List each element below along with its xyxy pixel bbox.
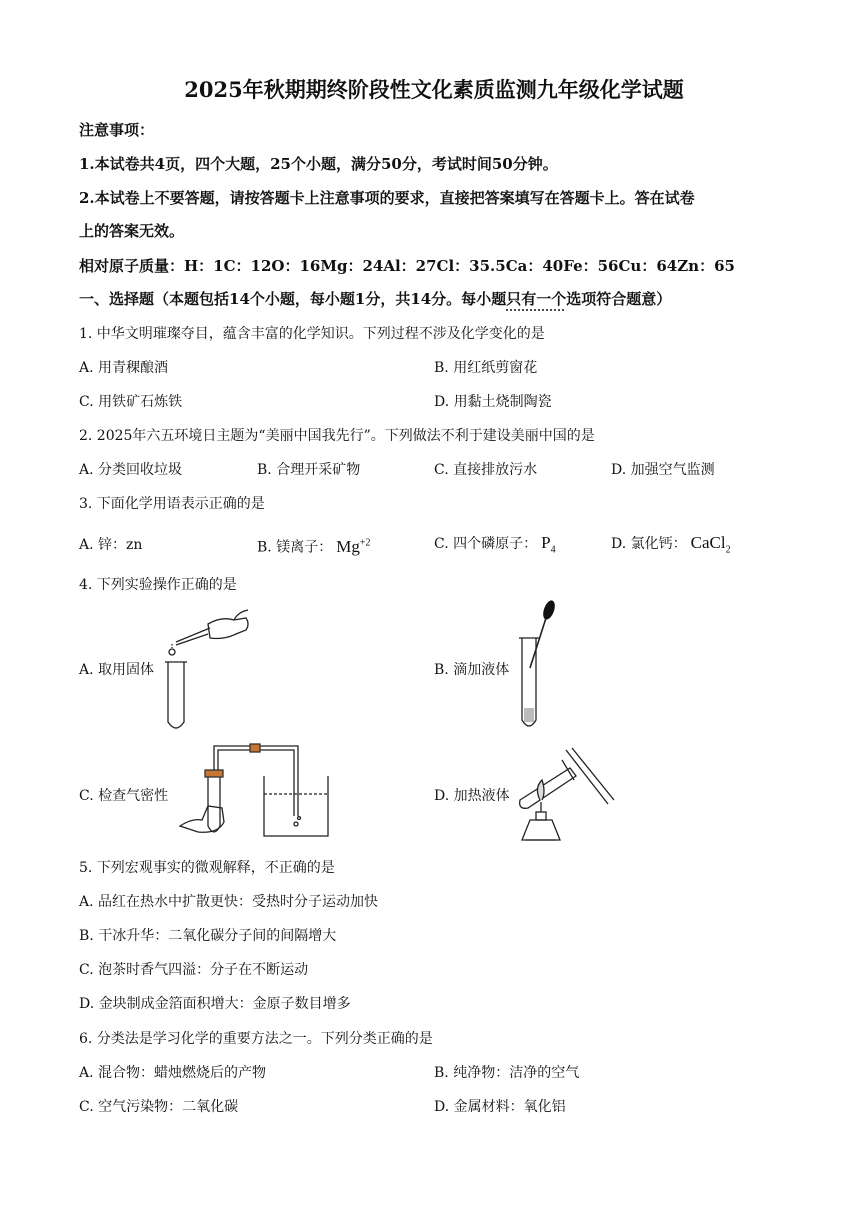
question-6-option-c[interactable]: C. 空气污染物：二氧化碳 [79,1099,239,1115]
formula-superscript: +2 [359,537,371,548]
question-3-stem: 3. 下面化学用语表示正确的是 [79,496,265,512]
formula-base: Mg [336,536,360,556]
section-heading-pre: 一、选择题（本题包括14个小题，每小题1分，共14分。每小题 [79,290,507,308]
question-4-stem: 4. 下列实验操作正确的是 [79,577,237,593]
question-6-stem: 6. 分类法是学习化学的重要方法之一。下列分类正确的是 [79,1031,433,1047]
question-4-option-c[interactable]: C. 检查气密性 [79,788,169,804]
option-c-label: C. 四个磷原子： [434,536,538,552]
magnesium-ion-formula [336,537,370,556]
question-4-option-b[interactable]: B. 滴加液体 [434,662,510,678]
exam-title: 2025年秋期期终阶段性文化素质监测九年级化学试题 [184,77,684,102]
formula-base: CaCl [690,533,726,552]
section-1-heading [79,289,671,309]
question-4-option-d[interactable]: D. 加热液体 [434,788,510,804]
notice-heading: 注意事项： [79,121,155,139]
question-4-option-a[interactable]: A. 取用固体 [79,662,155,678]
question-1-option-b[interactable]: B. 用红纸剪窗花 [434,360,538,376]
atomic-mass-line: 相对原子质量：H：1C：12O：16Mg：24Al：27Cl：35.5Ca：40Fe：56Cu：64Zn：65 [79,257,735,275]
figure-c-check-airtightness [178,736,343,846]
formula-subscript: 4 [550,544,556,556]
question-1-option-c[interactable]: C. 用铁矿石炼铁 [79,394,183,410]
question-1-stem: 1. 中华文明璀璨夺目，蕴含丰富的化学知识。下列过程不涉及化学变化的是 [79,326,545,342]
section-heading-post: 选项符合题意） [566,290,672,308]
phosphorus-formula [541,533,556,556]
notice-item-2-line-1: 2.本试卷上不要答题，请按答题卡上注意事项的要求，直接把答案填写在答题卡上。答在试卷 [79,189,695,207]
calcium-chloride-formula [690,533,731,556]
question-5-option-b[interactable]: B. 干冰升华：二氧化碳分子间的间隔增大 [79,928,337,944]
question-3-option-d[interactable] [611,533,731,560]
question-5-option-d[interactable]: D. 金块制成金箔面积增大：金原子数目增多 [79,996,351,1012]
option-d-label: D. 氯化钙： [611,536,687,552]
formula-subscript: 2 [725,544,731,556]
question-2-option-b[interactable]: B. 合理开采矿物 [257,462,361,478]
question-5-option-a[interactable]: A. 品红在热水中扩散更快：受热时分子运动加快 [79,894,379,910]
question-2-option-a[interactable]: A. 分类回收垃圾 [79,462,183,478]
question-6-option-a[interactable]: A. 混合物：蜡烛燃烧后的产物 [79,1065,267,1081]
question-2-option-d[interactable]: D. 加强空气监测 [611,462,715,478]
question-3-option-c[interactable] [434,533,556,560]
figure-d-heat-liquid [512,740,622,855]
figure-b-add-liquid [512,598,572,738]
notice-item-2-line-2: 上的答案无效。 [79,222,185,240]
question-1-option-a[interactable]: A. 用青稞酿酒 [79,360,169,376]
option-b-label: B. 镁离子： [257,539,333,556]
question-6-option-d[interactable]: D. 金属材料：氧化铝 [434,1099,566,1115]
formula-base: P [541,533,551,552]
question-3-option-b[interactable] [257,533,370,558]
question-2-stem: 2. 2025年六五环境日主题为“美丽中国我先行”。下列做法不利于建设美丽中国的是 [79,428,595,444]
question-6-option-b[interactable]: B. 纯净物：洁净的空气 [434,1065,580,1081]
question-3-option-a[interactable]: A. 锌：zn [79,537,143,553]
figure-a-take-solid [150,600,260,735]
section-heading-emphasis: 只有一个 [506,290,567,308]
question-1-option-d[interactable]: D. 用黏土烧制陶瓷 [434,394,552,410]
question-5-stem: 5. 下列宏观事实的微观解释，不正确的是 [79,860,335,876]
question-5-option-c[interactable]: C. 泡茶时香气四溢：分子在不断运动 [79,962,309,978]
notice-item-1: 1.本试卷共4页，四个大题，25个小题，满分50分，考试时间50分钟。 [79,155,558,173]
question-2-option-c[interactable]: C. 直接排放污水 [434,462,538,478]
